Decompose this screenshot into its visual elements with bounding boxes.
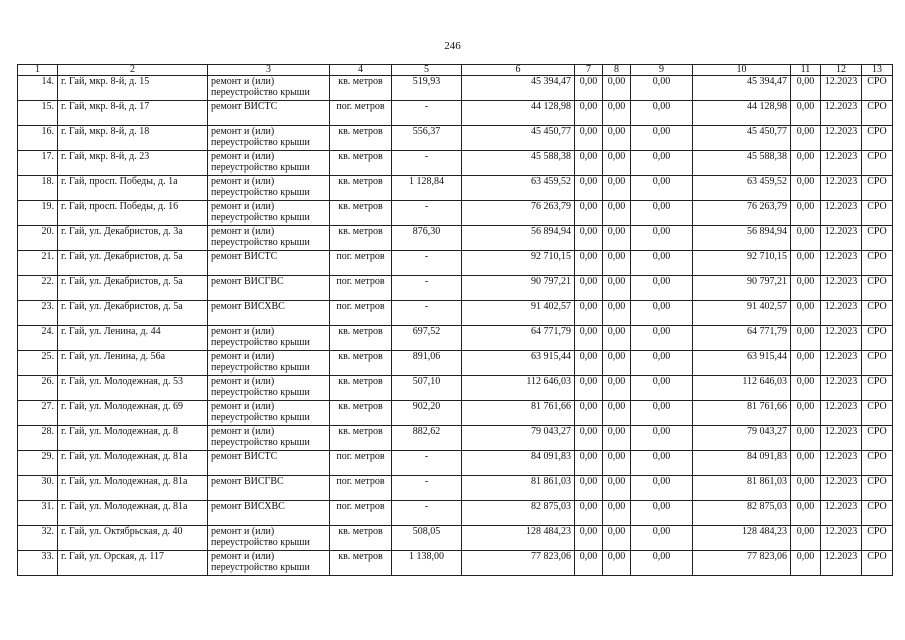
table-cell-col-7: 0,00: [575, 176, 603, 201]
table-row: [18, 376, 893, 401]
table-cell-col-3: ремонт ВИСГВС: [208, 476, 330, 501]
table-cell-col-10: 45 394,47: [693, 76, 791, 101]
table-cell-col-4: пог. метров: [330, 301, 392, 326]
table-row: [18, 101, 893, 126]
table-cell-col-9: 0,00: [631, 176, 693, 201]
table-cell-col-3: ремонт ВИСХВС: [208, 301, 330, 326]
table-cell-col-9: 0,00: [631, 426, 693, 451]
table-cell-col-1: 25.: [18, 351, 58, 376]
table-cell-col-3: ремонт и (или) переустройство крыши: [208, 226, 330, 251]
table-row: [18, 226, 893, 251]
table-cell-col-2: г. Гай, мкр. 8-й, д. 15: [58, 76, 208, 101]
table-cell-col-6: 90 797,21: [462, 276, 575, 301]
table-cell-col-3: ремонт ВИСХВС: [208, 501, 330, 526]
table-cell-col-12: 12.2023: [821, 476, 862, 501]
table-cell-col-5: 1 128,84: [392, 176, 462, 201]
table-cell-col-13: СРО: [862, 451, 893, 476]
column-header-12: 12: [821, 65, 862, 76]
table-cell-col-9: 0,00: [631, 226, 693, 251]
table-cell-col-13: СРО: [862, 551, 893, 576]
table-cell-col-13: СРО: [862, 301, 893, 326]
table-cell-col-4: пог. метров: [330, 476, 392, 501]
table-cell-col-6: 84 091,83: [462, 451, 575, 476]
table-cell-col-10: 45 450,77: [693, 126, 791, 151]
table-cell-col-2: г. Гай, ул. Молодежная, д. 81а: [58, 476, 208, 501]
table-cell-col-2: г. Гай, ул. Молодежная, д. 69: [58, 401, 208, 426]
table-cell-col-12: 12.2023: [821, 101, 862, 126]
table-cell-col-2: г. Гай, ул. Ленина, д. 44: [58, 326, 208, 351]
table-cell-col-6: 63 915,44: [462, 351, 575, 376]
table-cell-col-6: 112 646,03: [462, 376, 575, 401]
table-row: [18, 401, 893, 426]
table-cell-col-12: 12.2023: [821, 201, 862, 226]
table-cell-col-7: 0,00: [575, 251, 603, 276]
table-row: [18, 126, 893, 151]
table-cell-col-7: 0,00: [575, 101, 603, 126]
table-cell-col-10: 76 263,79: [693, 201, 791, 226]
table-cell-col-5: 507,10: [392, 376, 462, 401]
table-cell-col-1: 27.: [18, 401, 58, 426]
table-cell-col-1: 20.: [18, 226, 58, 251]
table-cell-col-9: 0,00: [631, 201, 693, 226]
table-row: [18, 451, 893, 476]
table-cell-col-9: 0,00: [631, 151, 693, 176]
table-cell-col-2: г. Гай, мкр. 8-й, д. 17: [58, 101, 208, 126]
table-cell-col-11: 0,00: [791, 451, 821, 476]
table-cell-col-12: 12.2023: [821, 526, 862, 551]
table-cell-col-8: 0,00: [603, 351, 631, 376]
table-cell-col-8: 0,00: [603, 526, 631, 551]
table-cell-col-5: 891,06: [392, 351, 462, 376]
table-cell-col-8: 0,00: [603, 401, 631, 426]
table-cell-col-6: 77 823,06: [462, 551, 575, 576]
table-cell-col-13: СРО: [862, 326, 893, 351]
table-cell-col-11: 0,00: [791, 201, 821, 226]
table-cell-col-1: 24.: [18, 326, 58, 351]
table-cell-col-13: СРО: [862, 426, 893, 451]
table-cell-col-9: 0,00: [631, 476, 693, 501]
table-cell-col-13: СРО: [862, 276, 893, 301]
table-cell-col-2: г. Гай, мкр. 8-й, д. 23: [58, 151, 208, 176]
table-cell-col-12: 12.2023: [821, 151, 862, 176]
table-cell-col-10: 63 459,52: [693, 176, 791, 201]
table-cell-col-13: СРО: [862, 501, 893, 526]
table-cell-col-10: 82 875,03: [693, 501, 791, 526]
table-cell-col-4: пог. метров: [330, 451, 392, 476]
table-row: [18, 351, 893, 376]
table-cell-col-4: кв. метров: [330, 226, 392, 251]
column-header-10: 10: [693, 65, 791, 76]
table-cell-col-12: 12.2023: [821, 451, 862, 476]
table-cell-col-9: 0,00: [631, 301, 693, 326]
table-cell-col-2: г. Гай, ул. Молодежная, д. 53: [58, 376, 208, 401]
table-row: [18, 326, 893, 351]
table-cell-col-8: 0,00: [603, 451, 631, 476]
table-cell-col-10: 79 043,27: [693, 426, 791, 451]
table-cell-col-1: 14.: [18, 76, 58, 101]
table-cell-col-3: ремонт и (или) переустройство крыши: [208, 151, 330, 176]
table-cell-col-13: СРО: [862, 351, 893, 376]
table-cell-col-3: ремонт и (или) переустройство крыши: [208, 551, 330, 576]
registry-table: [17, 64, 893, 576]
table-cell-col-5: 519,93: [392, 76, 462, 101]
column-header-4: 4: [330, 65, 392, 76]
table-cell-col-2: г. Гай, ул. Декабристов, д. 5а: [58, 301, 208, 326]
table-row: [18, 276, 893, 301]
table-cell-col-3: ремонт и (или) переустройство крыши: [208, 526, 330, 551]
table-cell-col-10: 112 646,03: [693, 376, 791, 401]
table-cell-col-1: 16.: [18, 126, 58, 151]
table-cell-col-5: 697,52: [392, 326, 462, 351]
table-cell-col-1: 21.: [18, 251, 58, 276]
table-cell-col-1: 32.: [18, 526, 58, 551]
table-cell-col-11: 0,00: [791, 276, 821, 301]
table-cell-col-8: 0,00: [603, 476, 631, 501]
table-cell-col-11: 0,00: [791, 326, 821, 351]
table-cell-col-5: -: [392, 201, 462, 226]
table-cell-col-7: 0,00: [575, 326, 603, 351]
table-cell-col-3: ремонт и (или) переустройство крыши: [208, 201, 330, 226]
table-cell-col-1: 22.: [18, 276, 58, 301]
table-cell-col-4: кв. метров: [330, 376, 392, 401]
table-cell-col-2: г. Гай, ул. Декабристов, д. 3а: [58, 226, 208, 251]
table-cell-col-9: 0,00: [631, 451, 693, 476]
table-cell-col-11: 0,00: [791, 301, 821, 326]
table-cell-col-5: -: [392, 451, 462, 476]
table-cell-col-6: 91 402,57: [462, 301, 575, 326]
table-cell-col-10: 44 128,98: [693, 101, 791, 126]
table-cell-col-2: г. Гай, просп. Победы, д. 16: [58, 201, 208, 226]
table-cell-col-12: 12.2023: [821, 426, 862, 451]
table-cell-col-5: -: [392, 101, 462, 126]
table-cell-col-12: 12.2023: [821, 351, 862, 376]
table-cell-col-4: кв. метров: [330, 126, 392, 151]
table-cell-col-8: 0,00: [603, 126, 631, 151]
table-cell-col-5: 508,05: [392, 526, 462, 551]
table-cell-col-7: 0,00: [575, 376, 603, 401]
table-cell-col-13: СРО: [862, 151, 893, 176]
table-cell-col-8: 0,00: [603, 551, 631, 576]
table-cell-col-4: кв. метров: [330, 551, 392, 576]
table-cell-col-9: 0,00: [631, 251, 693, 276]
column-header-1: 1: [18, 65, 58, 76]
table-cell-col-13: СРО: [862, 376, 893, 401]
table-cell-col-1: 19.: [18, 201, 58, 226]
table-cell-col-5: -: [392, 151, 462, 176]
table-row: [18, 426, 893, 451]
table-cell-col-12: 12.2023: [821, 401, 862, 426]
table-cell-col-7: 0,00: [575, 526, 603, 551]
table-cell-col-11: 0,00: [791, 226, 821, 251]
table-cell-col-3: ремонт ВИСТС: [208, 451, 330, 476]
table-cell-col-3: ремонт и (или) переустройство крыши: [208, 351, 330, 376]
table-cell-col-12: 12.2023: [821, 176, 862, 201]
table-cell-col-5: -: [392, 276, 462, 301]
table-cell-col-2: г. Гай, ул. Октябрьская, д. 40: [58, 526, 208, 551]
table-cell-col-7: 0,00: [575, 301, 603, 326]
table-cell-col-8: 0,00: [603, 251, 631, 276]
table-cell-col-6: 76 263,79: [462, 201, 575, 226]
table-cell-col-12: 12.2023: [821, 326, 862, 351]
table-cell-col-11: 0,00: [791, 376, 821, 401]
table-cell-col-4: кв. метров: [330, 151, 392, 176]
column-header-8: 8: [603, 65, 631, 76]
table-cell-col-4: кв. метров: [330, 351, 392, 376]
column-header-7: 7: [575, 65, 603, 76]
table-cell-col-6: 128 484,23: [462, 526, 575, 551]
table-cell-col-11: 0,00: [791, 501, 821, 526]
table-cell-col-8: 0,00: [603, 376, 631, 401]
table-cell-col-11: 0,00: [791, 176, 821, 201]
table-cell-col-9: 0,00: [631, 376, 693, 401]
table-cell-col-10: 81 761,66: [693, 401, 791, 426]
table-cell-col-7: 0,00: [575, 76, 603, 101]
table-cell-col-6: 92 710,15: [462, 251, 575, 276]
table-row: [18, 526, 893, 551]
table-cell-col-6: 82 875,03: [462, 501, 575, 526]
table-cell-col-4: кв. метров: [330, 76, 392, 101]
table-cell-col-7: 0,00: [575, 276, 603, 301]
table-cell-col-7: 0,00: [575, 151, 603, 176]
table-cell-col-6: 63 459,52: [462, 176, 575, 201]
table-cell-col-6: 45 394,47: [462, 76, 575, 101]
column-header-3: 3: [208, 65, 330, 76]
table-cell-col-7: 0,00: [575, 451, 603, 476]
table-cell-col-1: 17.: [18, 151, 58, 176]
table-cell-col-12: 12.2023: [821, 126, 862, 151]
table-cell-col-7: 0,00: [575, 126, 603, 151]
table-cell-col-8: 0,00: [603, 426, 631, 451]
table-cell-col-4: пог. метров: [330, 251, 392, 276]
table-cell-col-7: 0,00: [575, 226, 603, 251]
table-cell-col-7: 0,00: [575, 476, 603, 501]
table-cell-col-2: г. Гай, ул. Молодежная, д. 81а: [58, 451, 208, 476]
table-cell-col-7: 0,00: [575, 551, 603, 576]
table-row: [18, 176, 893, 201]
table-cell-col-2: г. Гай, ул. Молодежная, д. 81а: [58, 501, 208, 526]
table-row: [18, 76, 893, 101]
table-cell-col-10: 92 710,15: [693, 251, 791, 276]
table-cell-col-8: 0,00: [603, 151, 631, 176]
table-row: [18, 301, 893, 326]
table-row: [18, 251, 893, 276]
table-cell-col-2: г. Гай, ул. Декабристов, д. 5а: [58, 251, 208, 276]
table-cell-col-5: -: [392, 251, 462, 276]
table-cell-col-8: 0,00: [603, 201, 631, 226]
table-cell-col-11: 0,00: [791, 476, 821, 501]
table-cell-col-3: ремонт и (или) переустройство крыши: [208, 326, 330, 351]
table-cell-col-9: 0,00: [631, 126, 693, 151]
table-cell-col-9: 0,00: [631, 401, 693, 426]
table-cell-col-1: 26.: [18, 376, 58, 401]
table-body: [18, 76, 893, 576]
table-cell-col-1: 33.: [18, 551, 58, 576]
table-cell-col-12: 12.2023: [821, 301, 862, 326]
table-cell-col-6: 44 128,98: [462, 101, 575, 126]
table-cell-col-4: кв. метров: [330, 201, 392, 226]
table-cell-col-3: ремонт ВИСТС: [208, 101, 330, 126]
table-cell-col-12: 12.2023: [821, 76, 862, 101]
table-cell-col-13: СРО: [862, 251, 893, 276]
table-cell-col-13: СРО: [862, 101, 893, 126]
table-cell-col-7: 0,00: [575, 501, 603, 526]
table-cell-col-6: 45 588,38: [462, 151, 575, 176]
table-cell-col-9: 0,00: [631, 326, 693, 351]
table-cell-col-3: ремонт и (или) переустройство крыши: [208, 376, 330, 401]
table-cell-col-5: -: [392, 301, 462, 326]
table-cell-col-7: 0,00: [575, 201, 603, 226]
table-cell-col-4: пог. метров: [330, 101, 392, 126]
column-header-9: 9: [631, 65, 693, 76]
table-cell-col-10: 91 402,57: [693, 301, 791, 326]
table-cell-col-7: 0,00: [575, 351, 603, 376]
table-cell-col-8: 0,00: [603, 226, 631, 251]
table-cell-col-5: 902,20: [392, 401, 462, 426]
table-cell-col-11: 0,00: [791, 76, 821, 101]
table-cell-col-9: 0,00: [631, 276, 693, 301]
table-cell-col-11: 0,00: [791, 426, 821, 451]
table-cell-col-11: 0,00: [791, 351, 821, 376]
page-number: 246: [444, 40, 461, 52]
table-cell-col-12: 12.2023: [821, 226, 862, 251]
column-header-11: 11: [791, 65, 821, 76]
table-cell-col-9: 0,00: [631, 501, 693, 526]
table-cell-col-12: 12.2023: [821, 501, 862, 526]
table-cell-col-3: ремонт и (или) переустройство крыши: [208, 76, 330, 101]
table-row: [18, 551, 893, 576]
table-cell-col-5: 1 138,00: [392, 551, 462, 576]
table-cell-col-4: кв. метров: [330, 326, 392, 351]
table-cell-col-10: 45 588,38: [693, 151, 791, 176]
table-cell-col-6: 81 761,66: [462, 401, 575, 426]
table-cell-col-8: 0,00: [603, 276, 631, 301]
header-row: [18, 65, 893, 76]
table-cell-col-3: ремонт ВИСТС: [208, 251, 330, 276]
table-cell-col-8: 0,00: [603, 301, 631, 326]
table-cell-col-10: 77 823,06: [693, 551, 791, 576]
table-cell-col-1: 15.: [18, 101, 58, 126]
table-cell-col-7: 0,00: [575, 401, 603, 426]
table-cell-col-6: 81 861,03: [462, 476, 575, 501]
table-cell-col-10: 56 894,94: [693, 226, 791, 251]
table-cell-col-3: ремонт и (или) переустройство крыши: [208, 426, 330, 451]
table-cell-col-3: ремонт ВИСГВС: [208, 276, 330, 301]
table-cell-col-1: 31.: [18, 501, 58, 526]
table-cell-col-8: 0,00: [603, 101, 631, 126]
table-cell-col-6: 56 894,94: [462, 226, 575, 251]
table-cell-col-10: 63 915,44: [693, 351, 791, 376]
table-cell-col-12: 12.2023: [821, 251, 862, 276]
table-cell-col-1: 29.: [18, 451, 58, 476]
table-cell-col-2: г. Гай, ул. Декабристов, д. 5а: [58, 276, 208, 301]
table-cell-col-13: СРО: [862, 526, 893, 551]
table-cell-col-11: 0,00: [791, 101, 821, 126]
table-cell-col-12: 12.2023: [821, 376, 862, 401]
table-cell-col-5: -: [392, 501, 462, 526]
table-cell-col-1: 23.: [18, 301, 58, 326]
table-cell-col-4: пог. метров: [330, 276, 392, 301]
table-cell-col-8: 0,00: [603, 501, 631, 526]
table-cell-col-6: 64 771,79: [462, 326, 575, 351]
table-cell-col-4: пог. метров: [330, 501, 392, 526]
table-cell-col-1: 28.: [18, 426, 58, 451]
table-cell-col-11: 0,00: [791, 551, 821, 576]
table-cell-col-3: ремонт и (или) переустройство крыши: [208, 126, 330, 151]
table-cell-col-4: кв. метров: [330, 526, 392, 551]
table-cell-col-8: 0,00: [603, 76, 631, 101]
table-cell-col-13: СРО: [862, 176, 893, 201]
table-cell-col-6: 45 450,77: [462, 126, 575, 151]
table-cell-col-13: СРО: [862, 126, 893, 151]
table-cell-col-11: 0,00: [791, 526, 821, 551]
table-cell-col-4: кв. метров: [330, 426, 392, 451]
column-header-6: 6: [462, 65, 575, 76]
table-cell-col-8: 0,00: [603, 326, 631, 351]
table-cell-col-1: 30.: [18, 476, 58, 501]
table-cell-col-11: 0,00: [791, 151, 821, 176]
table-cell-col-5: 876,30: [392, 226, 462, 251]
table-cell-col-7: 0,00: [575, 426, 603, 451]
table-cell-col-9: 0,00: [631, 351, 693, 376]
table-cell-col-13: СРО: [862, 201, 893, 226]
table-cell-col-10: 84 091,83: [693, 451, 791, 476]
column-header-13: 13: [862, 65, 893, 76]
table-row: [18, 476, 893, 501]
column-header-2: 2: [58, 65, 208, 76]
table-cell-col-13: СРО: [862, 401, 893, 426]
table-cell-col-13: СРО: [862, 76, 893, 101]
table-cell-col-12: 12.2023: [821, 551, 862, 576]
table-row: [18, 501, 893, 526]
table-cell-col-2: г. Гай, просп. Победы, д. 1а: [58, 176, 208, 201]
table-cell-col-2: г. Гай, ул. Молодежная, д. 8: [58, 426, 208, 451]
table-cell-col-9: 0,00: [631, 76, 693, 101]
table-cell-col-5: 556,37: [392, 126, 462, 151]
column-header-5: 5: [392, 65, 462, 76]
table-cell-col-10: 128 484,23: [693, 526, 791, 551]
table-cell-col-1: 18.: [18, 176, 58, 201]
table-cell-col-11: 0,00: [791, 401, 821, 426]
table-cell-col-13: СРО: [862, 476, 893, 501]
table-cell-col-2: г. Гай, ул. Орская, д. 117: [58, 551, 208, 576]
table-cell-col-9: 0,00: [631, 526, 693, 551]
table-cell-col-5: -: [392, 476, 462, 501]
table-cell-col-3: ремонт и (или) переустройство крыши: [208, 176, 330, 201]
table-cell-col-9: 0,00: [631, 101, 693, 126]
table-row: [18, 201, 893, 226]
table-cell-col-3: ремонт и (или) переустройство крыши: [208, 401, 330, 426]
table-cell-col-12: 12.2023: [821, 276, 862, 301]
table-cell-col-4: кв. метров: [330, 401, 392, 426]
table-cell-col-2: г. Гай, ул. Ленина, д. 56а: [58, 351, 208, 376]
table-cell-col-10: 81 861,03: [693, 476, 791, 501]
table-cell-col-9: 0,00: [631, 551, 693, 576]
table-row: [18, 151, 893, 176]
table-cell-col-6: 79 043,27: [462, 426, 575, 451]
table-cell-col-5: 882,62: [392, 426, 462, 451]
table-cell-col-4: кв. метров: [330, 176, 392, 201]
table-cell-col-2: г. Гай, мкр. 8-й, д. 18: [58, 126, 208, 151]
table-cell-col-10: 64 771,79: [693, 326, 791, 351]
table-cell-col-11: 0,00: [791, 251, 821, 276]
table-cell-col-13: СРО: [862, 226, 893, 251]
table-cell-col-10: 90 797,21: [693, 276, 791, 301]
table-cell-col-8: 0,00: [603, 176, 631, 201]
table-cell-col-11: 0,00: [791, 126, 821, 151]
